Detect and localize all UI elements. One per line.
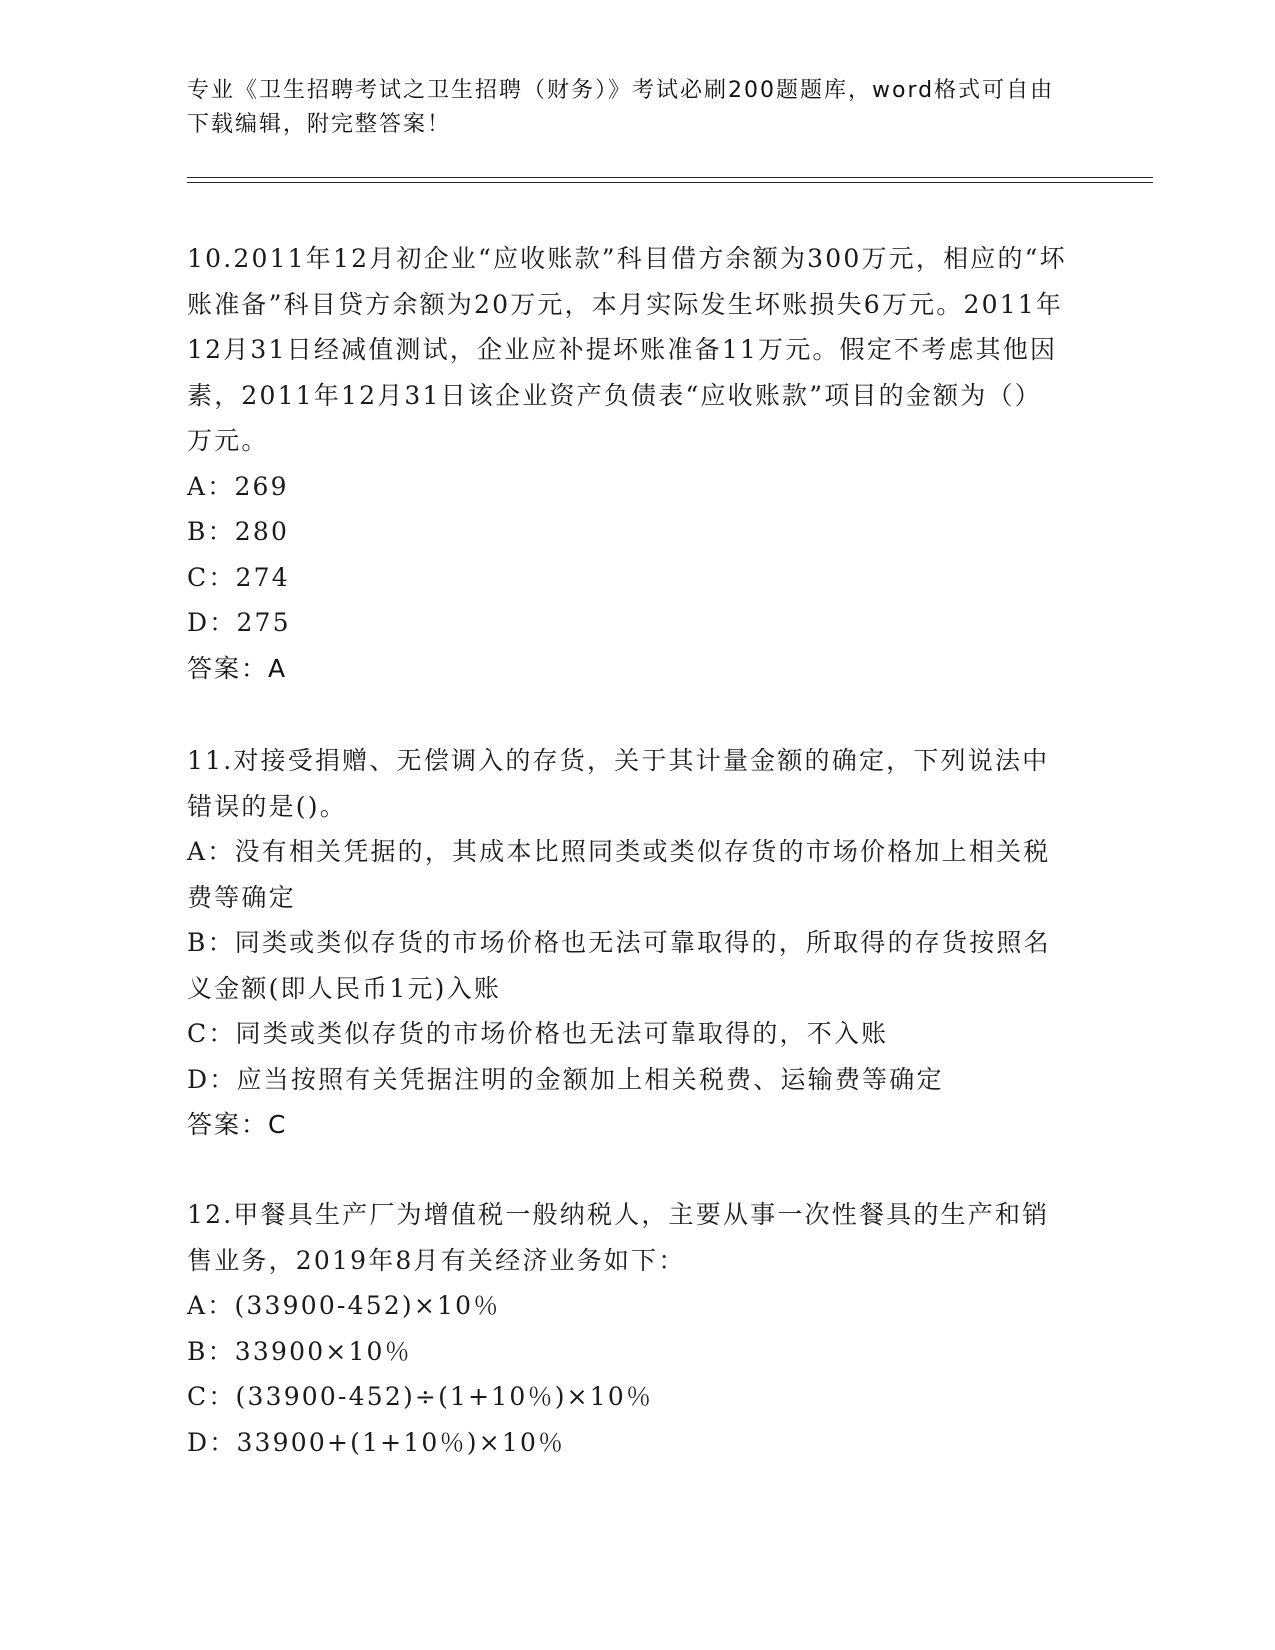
answer-line: 答案：C xyxy=(187,1110,288,1139)
option-a: A：269 xyxy=(187,471,289,501)
option-c: C：274 xyxy=(187,562,290,592)
option-c: C：同类或类似存货的市场价格也无法可靠取得的，不入账 xyxy=(187,1019,889,1048)
question-stem: 10.2011年12月初企业“应收账款”科目借方余额为300万元，相应的“坏账准备”科目贷方余额为20万元，本月实际发生坏账损失6万元。2011年12月31日经减值测试，企业应补提坏账准备11万元。假定不考虑其他因素，2011年12月31日该企业资产负债表“应收账款”项目的金额为（）万元。 xyxy=(187,244,1067,455)
option-c: C：(33900-452)÷(1+10％)×10％ xyxy=(187,1382,654,1411)
option-d: D：应当按照有关凭据注明的金额加上相关税费、运输费等确定 xyxy=(187,1064,944,1094)
option-b: B：280 xyxy=(187,517,290,546)
question-10 xyxy=(187,236,1067,691)
question-stem: 12.甲餐具生产厂为增值税一般纳税人，主要从事一次性餐具的生产和销售业务，2019年8月有关经济业务如下： xyxy=(187,1200,1050,1275)
option-b: B：同类或类似存货的市场价格也无法可靠取得的，所取得的存货按照名义金额(即人民币1元)入账 xyxy=(187,928,1051,1003)
option-b: B：33900×10％ xyxy=(187,1336,412,1366)
option-d: D：275 xyxy=(187,608,291,637)
question-11 xyxy=(187,738,1067,1148)
question-12 xyxy=(187,1192,1067,1465)
answer-line: 答案：A xyxy=(187,653,288,683)
option-a: A：(33900-452)×10％ xyxy=(187,1291,501,1320)
option-d: D：33900+(1+10％)×10％ xyxy=(187,1427,566,1457)
question-stem: 11.对接受捐赠、无偿调入的存货，关于其计量金额的确定，下列说法中错误的是()。 xyxy=(187,746,1050,821)
document-header: 专业《卫生招聘考试之卫生招聘（财务）》考试必刷200题题库，word格式可自由下载编辑，附完整答案！ xyxy=(187,78,1055,137)
option-a: A：没有相关凭据的，其成本比照同类或类似存货的市场价格加上相关税费等确定 xyxy=(187,837,1051,912)
header-divider-top xyxy=(187,177,1153,178)
header-divider-bottom xyxy=(187,182,1153,183)
